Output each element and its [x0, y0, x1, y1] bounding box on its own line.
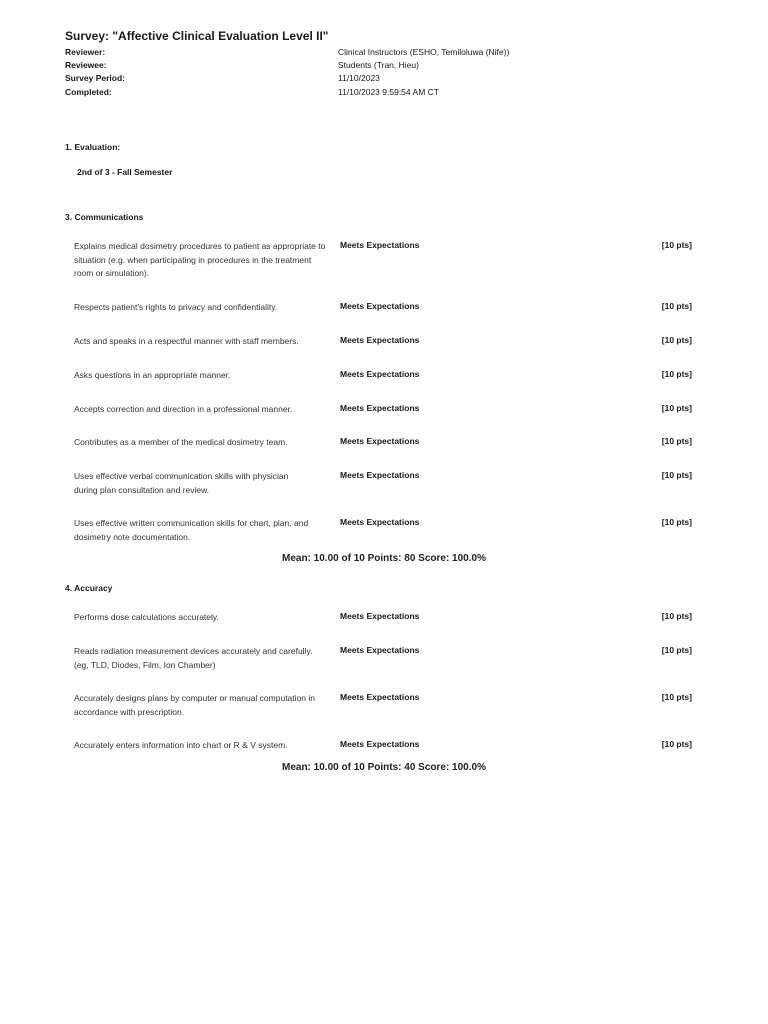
meta-value: 11/10/2023 9:59:54 AM CT: [338, 87, 439, 97]
meta-row-reviewee: [65, 60, 705, 73]
item-points: [10 pts]: [661, 517, 692, 527]
item-points: [10 pts]: [661, 403, 692, 413]
item-points: [10 pts]: [661, 611, 692, 621]
item-points: [10 pts]: [661, 739, 692, 749]
meta-value: Clinical Instructors (ESHO, Temiloluwa (Nife)): [338, 47, 510, 57]
item-points: [10 pts]: [661, 436, 692, 446]
item-rating: Meets Expectations: [340, 739, 420, 749]
item-text: Explains medical dosimetry procedures to patient as appropriate to situation (e.g. when participating in procedures in the treatment room or simulation).: [74, 241, 326, 278]
item-points: [10 pts]: [661, 240, 692, 250]
meta-label: Reviewer:: [65, 47, 106, 57]
meta-row-survey-period: [65, 73, 705, 86]
meta-row-completed: [65, 87, 705, 100]
item-rating: Meets Expectations: [340, 403, 420, 413]
evaluation-heading: 1. Evaluation:: [65, 142, 121, 152]
item-text: Asks questions in an appropriate manner.: [74, 370, 231, 380]
item-points: [10 pts]: [661, 692, 692, 702]
item-text: Respects patient's rights to privacy and confidentiality.: [74, 302, 278, 312]
item-rating: Meets Expectations: [340, 645, 420, 655]
item-text: Accurately enters information into chart or R & V system.: [74, 740, 288, 750]
item-rating: Meets Expectations: [340, 369, 420, 379]
item-points: [10 pts]: [661, 335, 692, 345]
item-rating: Meets Expectations: [340, 436, 420, 446]
item-text: Reads radiation measurement devices accurately and carefully. (eg, TLD, Diodes, Film, Ion Chamber): [74, 646, 313, 670]
item-rating: Meets Expectations: [340, 470, 420, 480]
item-text: Uses effective written communication skills for chart, plan, and dosimetry note documentation.: [74, 518, 309, 542]
item-points: [10 pts]: [661, 470, 692, 480]
item-rating: Meets Expectations: [340, 517, 420, 527]
item-points: [10 pts]: [661, 301, 692, 311]
meta-value: 11/10/2023: [338, 73, 380, 83]
item-text: Performs dose calculations accurately.: [74, 612, 219, 622]
item-text: Uses effective verbal communication skills with physician during plan consultation and review.: [74, 471, 289, 495]
item-rating: Meets Expectations: [340, 301, 420, 311]
item-rating: Meets Expectations: [340, 335, 420, 345]
page-title: Survey: "Affective Clinical Evaluation Level II": [65, 29, 329, 43]
meta-label: Survey Period:: [65, 73, 125, 83]
item-rating: Meets Expectations: [340, 692, 420, 702]
item-points: [10 pts]: [661, 645, 692, 655]
communications-summary: Mean: 10.00 of 10 Points: 80 Score: 100.0%: [282, 553, 486, 564]
meta-value: Students (Tran, Hieu): [338, 60, 419, 70]
item-text: Acts and speaks in a respectful manner with staff members.: [74, 336, 299, 346]
evaluation-answer: 2nd of 3 - Fall Semester: [77, 167, 173, 177]
meta-row-reviewer: [65, 47, 705, 60]
item-text: Accepts correction and direction in a professional manner.: [74, 404, 293, 414]
accuracy-summary: Mean: 10.00 of 10 Points: 40 Score: 100.0%: [282, 762, 486, 773]
item-rating: Meets Expectations: [340, 611, 420, 621]
communications-heading: 3. Communications: [65, 212, 144, 222]
accuracy-heading: 4. Accuracy: [65, 583, 113, 593]
item-text: Accurately designs plans by computer or manual computation in accordance with prescription.: [74, 693, 315, 717]
item-points: [10 pts]: [661, 369, 692, 379]
item-rating: Meets Expectations: [340, 240, 420, 250]
item-text: Contributes as a member of the medical dosimetry team.: [74, 437, 288, 447]
meta-label: Completed:: [65, 87, 112, 97]
meta-label: Reviewee:: [65, 60, 107, 70]
